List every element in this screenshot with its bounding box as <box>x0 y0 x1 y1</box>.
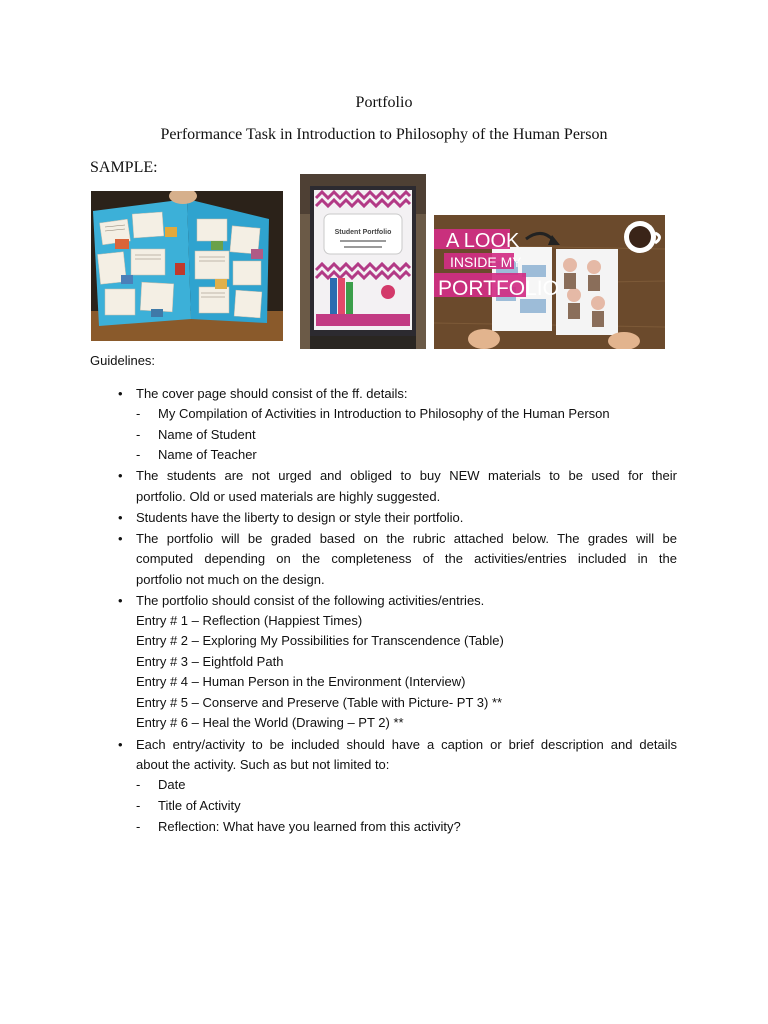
bullet-5-text: The portfolio should consist of the following activities/entries. <box>136 593 485 608</box>
bullet-6-line: Each entry/activity to be included should have a caption or brief description and details <box>136 737 677 752</box>
bullet-icon: • <box>118 737 123 752</box>
dash-icon: - <box>136 406 141 421</box>
bullet-icon: • <box>118 593 123 608</box>
banner-line-2: INSIDE MY <box>450 254 522 270</box>
binder-label-text: Student Portfolio <box>334 229 392 236</box>
entry-item: Entry # 6 – Heal the World (Drawing – PT 2) ** <box>136 715 404 730</box>
document-title: Portfolio <box>355 94 413 111</box>
sample-photo-binder-cover <box>300 174 426 349</box>
dash-icon: - <box>136 427 141 442</box>
bullet-icon: • <box>118 468 123 483</box>
bullet-icon: • <box>118 510 123 525</box>
bullet-4-line: portfolio not much on the design. <box>136 572 325 587</box>
bullet-3-text: Students have the liberty to design or style their portfolio. <box>136 510 464 525</box>
entry-item: Entry # 2 – Exploring My Possibilities for Transcendence (Table) <box>136 633 504 648</box>
entry-item: Entry # 1 – Reflection (Happiest Times) <box>136 613 363 628</box>
dash-icon: - <box>136 447 141 462</box>
banner-line-1: A LOOK <box>446 230 520 252</box>
banner-line-3: PORTFOLIO <box>438 277 559 300</box>
dash-icon: - <box>136 819 141 834</box>
entry-detail-item: Reflection: What have you learned from this activity? <box>158 819 461 834</box>
bullet-icon: • <box>118 531 123 546</box>
dash-icon: - <box>136 798 141 813</box>
bullet-4-line: computed depending on the completeness of the activities/entries included in the <box>136 551 677 566</box>
entry-detail-item: Date <box>158 777 186 792</box>
bullet-2-line: portfolio. Old or used materials are highly suggested. <box>136 489 441 504</box>
cover-detail-item: Name of Student <box>158 427 256 442</box>
entry-detail-item: Title of Activity <box>158 798 241 813</box>
sample-photo-look-inside <box>434 215 665 349</box>
entry-item: Entry # 4 – Human Person in the Environment (Interview) <box>136 674 466 689</box>
bullet-icon: • <box>118 386 123 401</box>
bullet-1-text: The cover page should consist of the ff. details: <box>136 386 408 401</box>
sample-photo-open-portfolio <box>91 191 283 341</box>
look-inside-illustration <box>434 215 665 349</box>
document-subtitle: Performance Task in Introduction to Philosophy of the Human Person <box>160 126 608 143</box>
sample-label: SAMPLE: <box>90 159 158 176</box>
open-portfolio-illustration <box>91 191 283 341</box>
guidelines-heading: Guidelines: <box>90 353 156 368</box>
bullet-2-line: The students are not urged and obliged to buy NEW materials to be used for their <box>136 468 677 483</box>
cover-detail-item: My Compilation of Activities in Introduction to Philosophy of the Human Person <box>158 406 610 421</box>
bullet-6-line: about the activity. Such as but not limited to: <box>136 757 390 772</box>
bullet-4-line: The portfolio will be graded based on the rubric attached below. The grades will be <box>136 531 677 546</box>
cover-detail-item: Name of Teacher <box>158 447 257 462</box>
entry-item: Entry # 5 – Conserve and Preserve (Table with Picture- PT 3) ** <box>136 695 503 710</box>
binder-cover-illustration <box>300 174 426 349</box>
dash-icon: - <box>136 777 141 792</box>
entry-item: Entry # 3 – Eightfold Path <box>136 654 284 669</box>
